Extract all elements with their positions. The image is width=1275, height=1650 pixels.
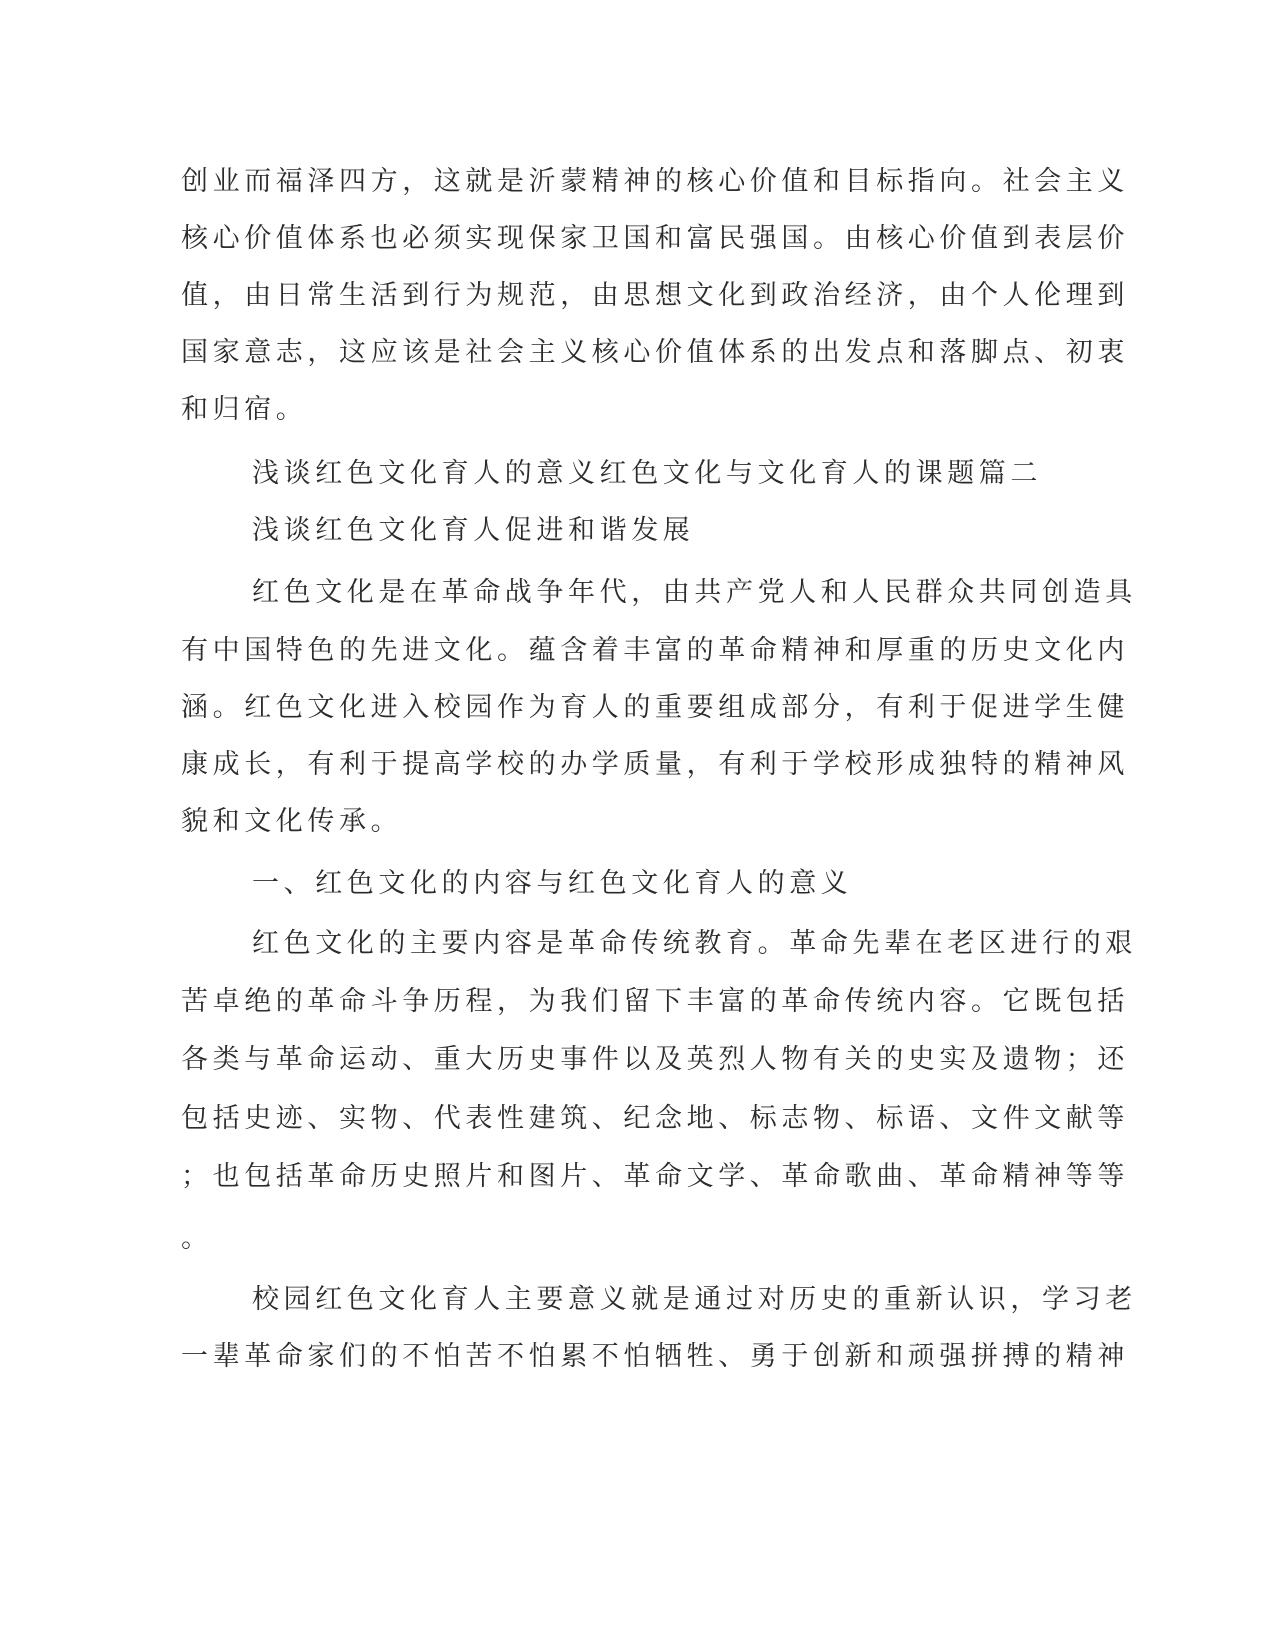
text-line: 康成长，有利于提高学校的办学质量，有利于学校形成独特的精神风	[181, 749, 1129, 780]
text-line: 国家意志，这应该是社会主义核心价值体系的出发点和落脚点、初衷	[181, 337, 1129, 368]
text-line: 有中国特色的先进文化。蕴含着丰富的革命精神和厚重的历史文化内	[181, 635, 1129, 666]
text-line: 核心价值体系也必须实现保家卫国和富民强国。由核心价值到表层价	[181, 223, 1129, 254]
text-line: 一辈革命家们的不怕苦不怕累不怕牺牲、勇于创新和顽强拼搏的精神	[181, 1341, 1129, 1372]
text-line: 各类与革命运动、重大历史事件以及英烈人物有关的史实及遗物；还	[181, 1044, 1129, 1075]
text-line: 涵。红色文化进入校园作为育人的重要组成部分，有利于促进学生健	[181, 692, 1129, 723]
text-line: 苦卓绝的革命斗争历程，为我们留下丰富的革命传统内容。它既包括	[181, 986, 1129, 1017]
section-title: 浅谈红色文化育人的意义红色文化与文化育人的课题篇二	[252, 458, 1042, 489]
article-title: 浅谈红色文化育人促进和谐发展	[252, 515, 695, 546]
text-line: 红色文化的主要内容是革命传统教育。革命先辈在老区进行的艰	[252, 928, 1137, 959]
text-line: 红色文化是在革命战争年代，由共产党人和人民群众共同创造具	[252, 577, 1137, 608]
section-heading: 一、红色文化的内容与红色文化育人的意义	[252, 868, 853, 899]
text-line: 校园红色文化育人主要意义就是通过对历史的重新认识，学习老	[252, 1284, 1137, 1315]
text-line: 值，由日常生活到行为规范，由思想文化到政治经济，由个人伦理到	[181, 280, 1129, 311]
text-line: 包括史迹、实物、代表性建筑、纪念地、标志物、标语、文件文献等	[181, 1103, 1129, 1134]
text-line: 。	[181, 1223, 213, 1254]
text-line: 貌和文化传承。	[181, 806, 403, 837]
text-line: 和归宿。	[181, 394, 308, 425]
text-line: ；也包括革命历史照片和图片、革命文学、革命歌曲、革命精神等等	[181, 1161, 1129, 1192]
text-line: 创业而福泽四方，这就是沂蒙精神的核心价值和目标指向。社会主义	[181, 166, 1129, 197]
